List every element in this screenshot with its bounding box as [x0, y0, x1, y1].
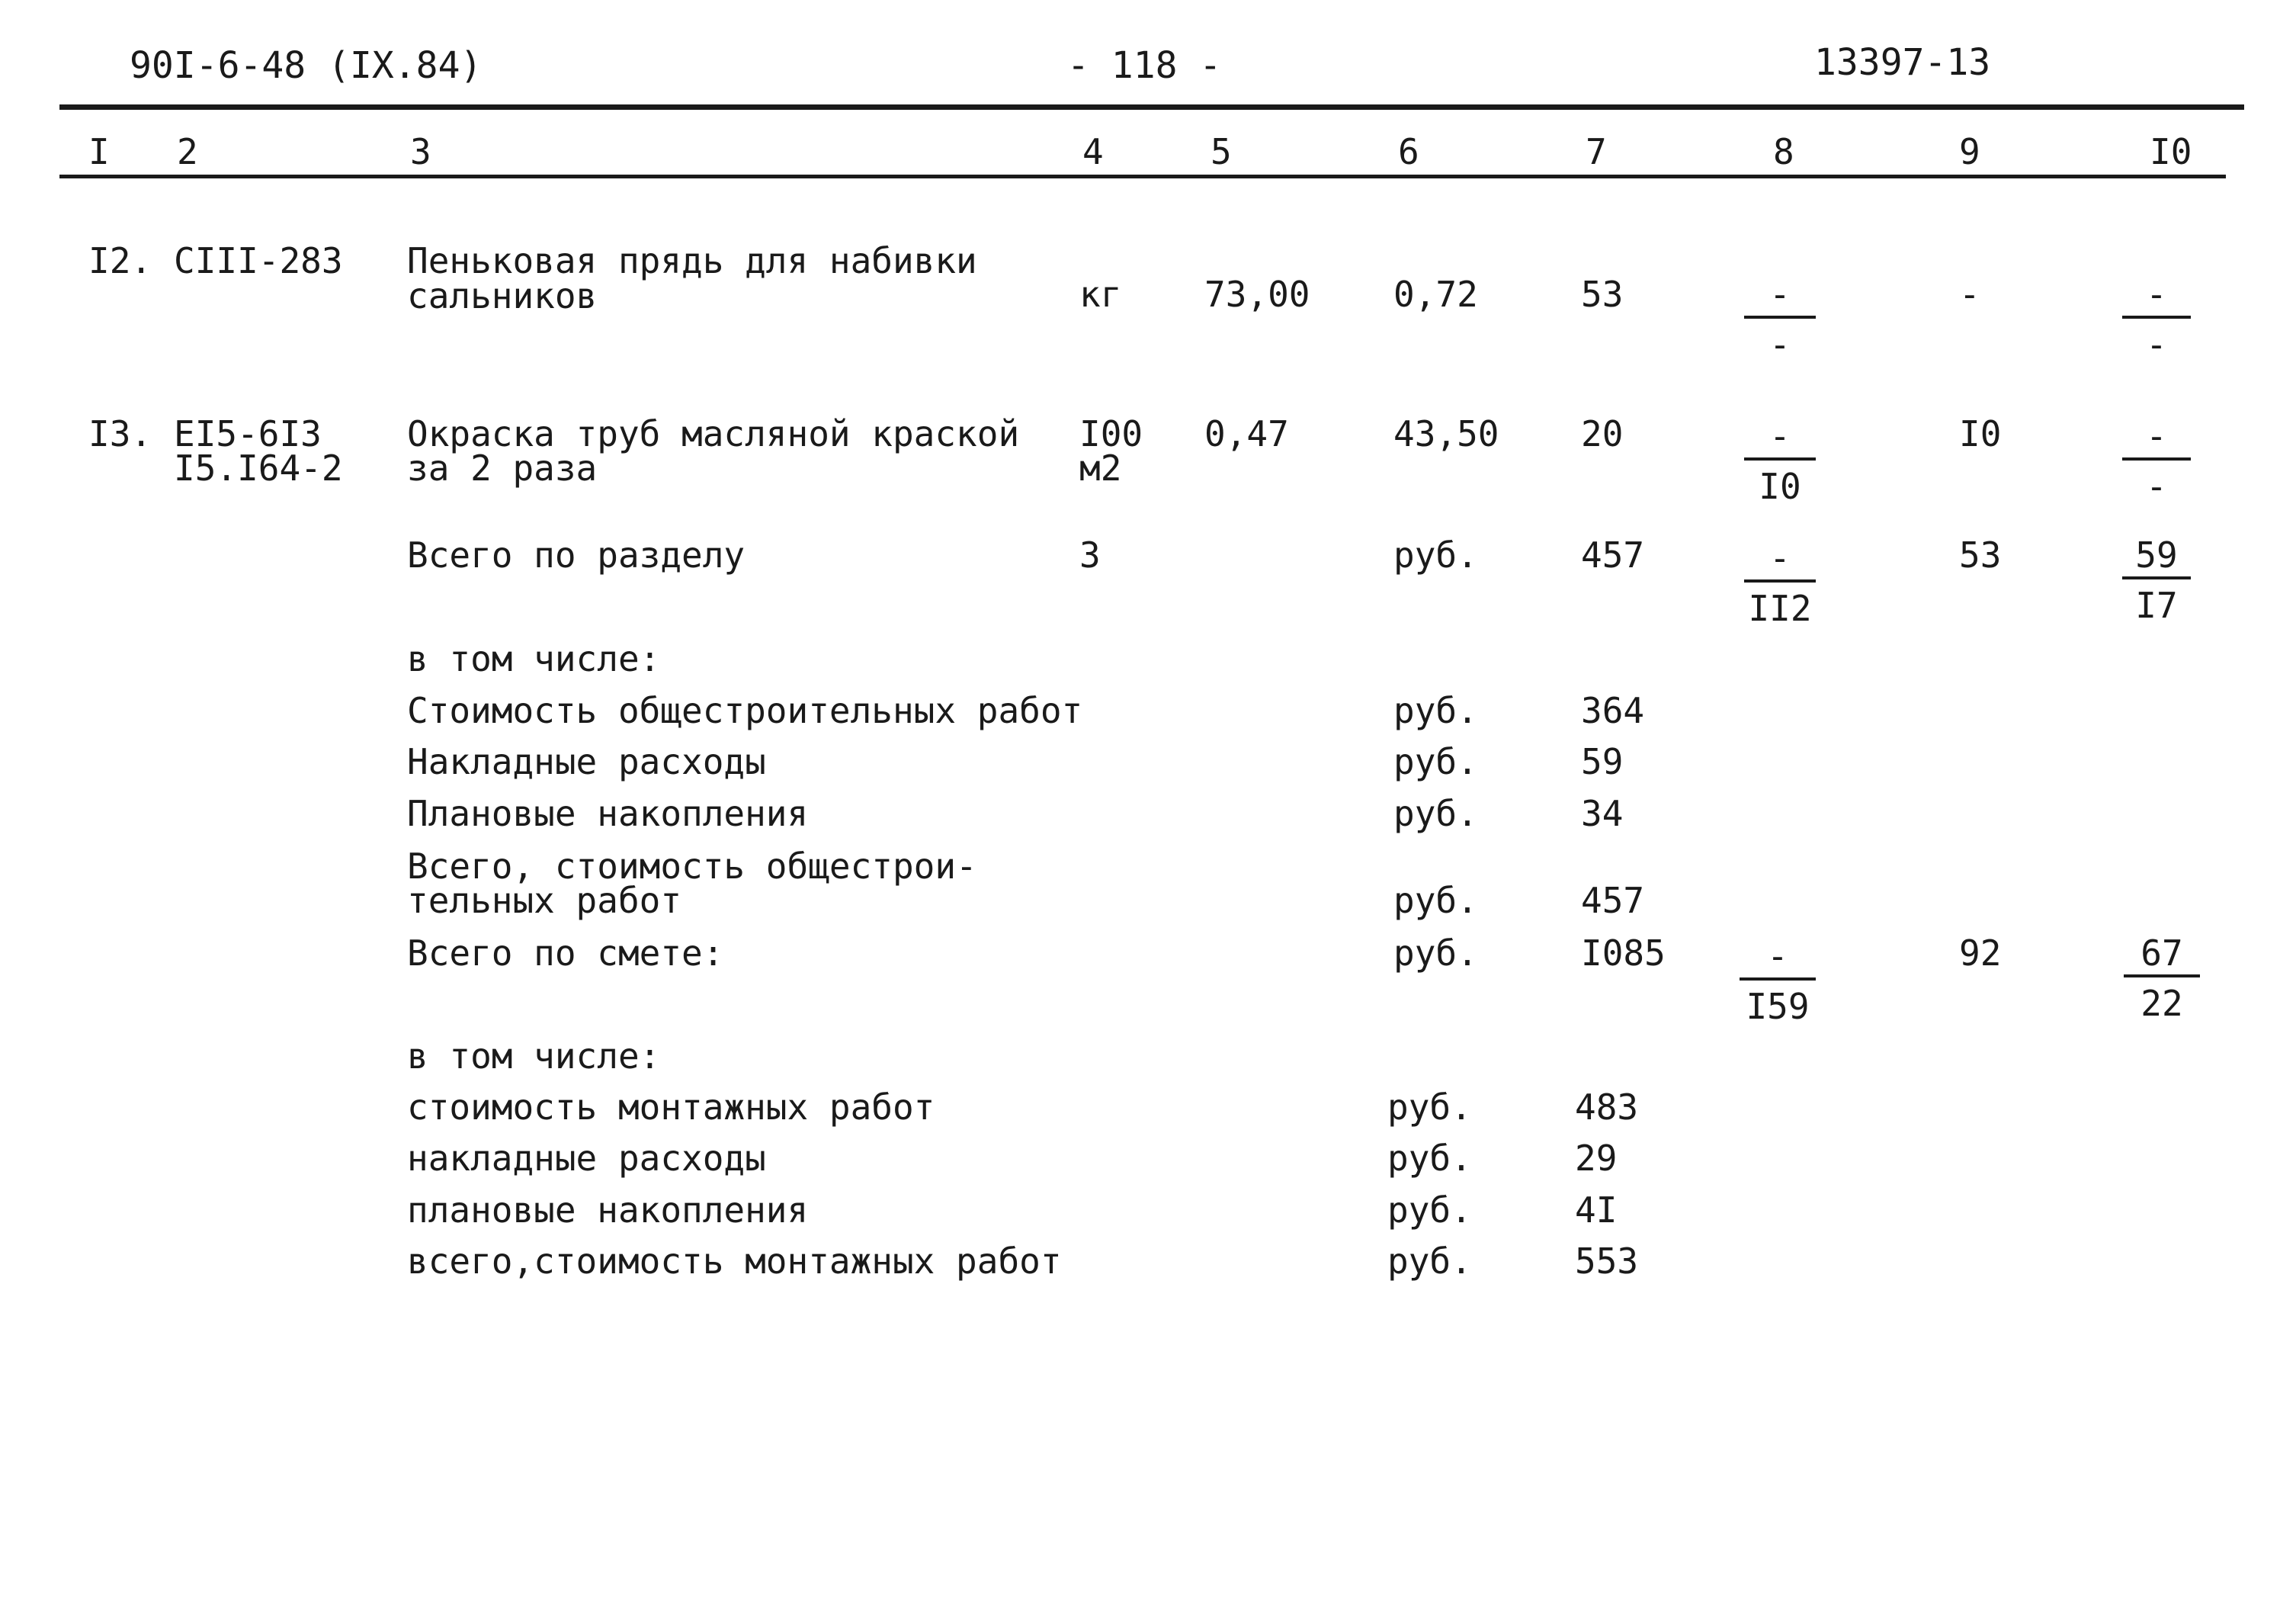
col10-fraction — [2122, 276, 2191, 363]
column-number: 5 — [1211, 131, 1232, 172]
header-rule — [59, 175, 2226, 178]
work-description: Окраска труб масляной краской — [407, 413, 1020, 454]
column-number: 3 — [410, 131, 431, 172]
col9-value: I0 — [1959, 413, 2002, 454]
currency-unit: руб. — [1387, 1241, 1472, 1282]
unit-price: 43,50 — [1393, 413, 1499, 454]
album-code: 13397-13 — [1814, 41, 1991, 84]
grand-total-label: Всего по смете: — [407, 932, 724, 974]
fraction-numerator: 59 — [2135, 534, 2178, 576]
quantity: 73,00 — [1204, 274, 1310, 315]
breakdown-label: стоимость монтажных работ — [407, 1087, 935, 1128]
column-number: 2 — [177, 131, 198, 172]
col9-value: - — [1959, 274, 1980, 315]
column-number: 9 — [1959, 131, 1980, 172]
col9-value: 92 — [1959, 932, 2002, 974]
fraction-bar — [2122, 576, 2191, 579]
column-number: I0 — [2150, 131, 2192, 172]
fraction-numerator: - — [1769, 274, 1791, 315]
fraction-denominator: I7 — [2135, 585, 2178, 626]
currency-unit: руб. — [1393, 690, 1478, 731]
total-cost: 457 — [1581, 534, 1645, 576]
fraction-denominator: I59 — [1746, 986, 1810, 1027]
currency-unit: руб. — [1387, 1189, 1472, 1231]
fraction-numerator: - — [2146, 416, 2167, 457]
currency-unit: руб. — [1387, 1087, 1472, 1128]
fraction-bar — [2122, 316, 2191, 319]
work-description: сальников — [407, 275, 598, 316]
fraction-numerator: - — [1767, 936, 1788, 977]
column-number: I — [88, 131, 110, 172]
currency-unit: руб. — [1393, 932, 1478, 974]
breakdown-label: накладные расходы — [407, 1138, 766, 1179]
currency-unit: руб. — [1393, 793, 1478, 834]
breakdown-value: 457 — [1581, 880, 1645, 921]
breakdown-label: Всего, стоимость общестрои- — [407, 846, 977, 887]
col8-fraction — [1744, 540, 1816, 627]
fraction-bar — [1740, 977, 1816, 981]
breakdown-value: 483 — [1575, 1087, 1639, 1128]
col10-fraction — [2122, 418, 2191, 505]
fraction-numerator: - — [1769, 416, 1791, 457]
breakdown-label: Накладные расходы — [407, 741, 766, 782]
col8-fraction — [1744, 418, 1816, 505]
fraction-bar — [1744, 457, 1816, 461]
fraction-denominator: - — [1769, 324, 1791, 365]
fraction-bar — [2124, 974, 2200, 977]
breakdown-value: 29 — [1575, 1138, 1618, 1179]
fraction-bar — [2122, 457, 2191, 461]
document-code: 90I-6-48 (IX.84) — [130, 44, 483, 87]
work-description: за 2 раза — [407, 448, 598, 489]
fraction-numerator: - — [2146, 274, 2167, 315]
page-number: - 118 - — [1067, 44, 1222, 87]
currency-unit: руб. — [1393, 741, 1478, 782]
fraction-bar — [1744, 579, 1816, 583]
unit: м2 — [1079, 448, 1122, 489]
col8-fraction — [1740, 938, 1816, 1025]
fraction-denominator: 22 — [2140, 983, 2183, 1024]
col10-fraction — [2122, 534, 2191, 626]
breakdown-value: 4I — [1575, 1189, 1618, 1231]
row-number: I3. — [88, 413, 152, 454]
section-number: 3 — [1079, 534, 1101, 576]
currency-unit: руб. — [1393, 534, 1478, 576]
quantity: 0,47 — [1204, 413, 1289, 454]
fraction-denominator: II2 — [1748, 588, 1812, 629]
currency-unit: руб. — [1387, 1138, 1472, 1179]
breakdown-heading: в том числе: — [407, 1035, 661, 1077]
breakdown-value: 59 — [1581, 741, 1624, 782]
estimate-code: EI5-6I3 — [174, 413, 322, 454]
col10-fraction — [2124, 932, 2200, 1024]
currency-unit: руб. — [1393, 880, 1478, 921]
column-number: 4 — [1082, 131, 1104, 172]
fraction-numerator: 67 — [2140, 932, 2183, 974]
fraction-denominator: - — [2146, 324, 2167, 365]
work-description: Пеньковая прядь для набивки — [407, 240, 977, 281]
breakdown-heading: в том числе: — [407, 638, 661, 679]
estimate-code: CIII-283 — [174, 240, 343, 281]
total-cost: I085 — [1581, 932, 1666, 974]
total-cost: 53 — [1581, 274, 1624, 315]
unit-price: 0,72 — [1393, 274, 1478, 315]
total-cost: 20 — [1581, 413, 1624, 454]
column-number: 7 — [1586, 131, 1607, 172]
top-rule — [59, 104, 2244, 110]
column-number: 8 — [1773, 131, 1794, 172]
fraction-bar — [1744, 316, 1816, 319]
breakdown-label: Стоимость общестроительных работ — [407, 690, 1083, 731]
breakdown-label: плановые накопления — [407, 1189, 809, 1231]
unit: I00 — [1079, 413, 1143, 454]
breakdown-label: всего,стоимость монтажных работ — [407, 1241, 1062, 1282]
breakdown-value: 364 — [1581, 690, 1645, 731]
breakdown-label: Плановые накопления — [407, 793, 809, 834]
fraction-denominator: - — [2146, 466, 2167, 507]
unit: кг — [1079, 274, 1122, 315]
estimate-code: I5.I64-2 — [174, 448, 343, 489]
col9-value: 53 — [1959, 534, 2002, 576]
column-number: 6 — [1398, 131, 1419, 172]
fraction-denominator: I0 — [1759, 466, 1801, 507]
breakdown-value: 553 — [1575, 1241, 1639, 1282]
breakdown-label: тельных работ — [407, 880, 682, 921]
breakdown-value: 34 — [1581, 793, 1624, 834]
section-total-label: Всего по разделу — [407, 534, 746, 576]
row-number: I2. — [88, 240, 152, 281]
fraction-numerator: - — [1769, 538, 1791, 579]
col8-fraction — [1744, 276, 1816, 363]
